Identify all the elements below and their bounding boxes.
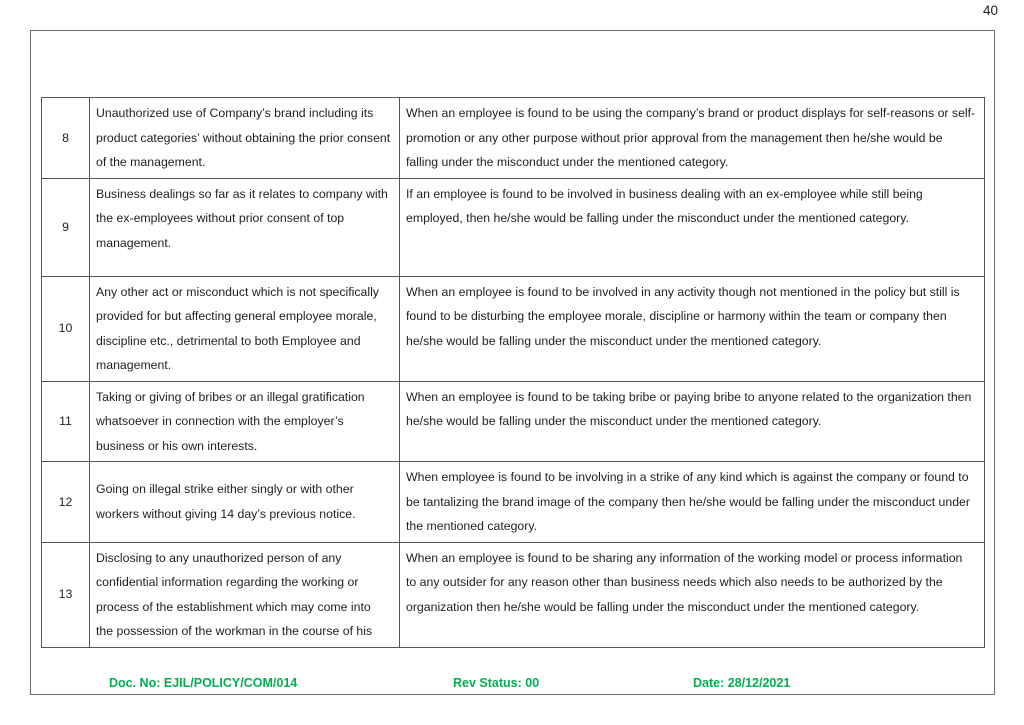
page-number: 40 <box>982 3 998 18</box>
document-footer <box>31 676 996 696</box>
explanation-cell: When an employee is found to be taking bribe or paying bribe to anyone related to the organization then he/she would be falling under the misconduct under the mentioned category. <box>400 381 985 462</box>
explanation-cell: When an employee is found to be sharing any information of the working model or process information to any outsider for any reason other than business needs which also needs to be authorized by the organization then he/she would be falling under the misconduct under the mentioned category. <box>400 542 985 647</box>
misconduct-cell: Taking or giving of bribes or an illegal gratification whatsoever in connection with the employer’s business or his own interests. <box>90 381 400 462</box>
explanation-cell: When an employee is found to be using the company’s brand or product displays for self-reasons or self-promotion or any other purpose without prior approval from the management then he/she would be falling under the misconduct under the mentioned category. <box>400 98 985 179</box>
explanation-cell: If an employee is found to be involved in business dealing with an ex-employee while still being employed, then he/she would be falling under the misconduct under the mentioned category. <box>400 178 985 276</box>
table-row <box>42 98 985 179</box>
table-row <box>42 381 985 462</box>
footer-rev-status: Rev Status: 00 <box>453 676 540 690</box>
row-number-cell: 8 <box>42 98 90 179</box>
misconduct-cell: Business dealings so far as it relates to company with the ex-employees without prior consent of top management. <box>90 178 400 276</box>
table-row <box>42 178 985 276</box>
row-number-cell: 13 <box>42 542 90 647</box>
row-number-cell: 9 <box>42 178 90 276</box>
row-number-cell: 12 <box>42 462 90 543</box>
misconduct-cell: Going on illegal strike either singly or with other workers without giving 14 day’s previous notice. <box>90 462 400 543</box>
misconduct-cell: Disclosing to any unauthorized person of any confidential information regarding the working or process of the establishment which may come into the possession of the workman in the course of his <box>90 542 400 647</box>
table-row <box>42 276 985 381</box>
misconduct-cell: Any other act or misconduct which is not specifically provided for but affecting general employee morale, discipline etc., detrimental to both Employee and management. <box>90 276 400 381</box>
explanation-cell: When employee is found to be involving in a strike of any kind which is against the company or found to be tantalizing the brand image of the company then he/she would be falling under the misconduct under the mentioned category. <box>400 462 985 543</box>
row-number-cell: 10 <box>42 276 90 381</box>
footer-date: Date: 28/12/2021 <box>693 676 791 690</box>
misconduct-table <box>41 97 985 648</box>
table-row <box>42 542 985 647</box>
row-number-cell: 11 <box>42 381 90 462</box>
footer-doc-no: Doc. No: EJIL/POLICY/COM/014 <box>109 676 298 690</box>
document-page <box>30 30 995 695</box>
explanation-cell: When an employee is found to be involved in any activity though not mentioned in the policy but still is found to be disturbing the employee morale, discipline or harmony within the team or company then he/she would be falling under the misconduct under the mentioned category. <box>400 276 985 381</box>
table-row <box>42 462 985 543</box>
misconduct-cell: Unauthorized use of Company’s brand including its product categories’ without obtaining the prior consent of the management. <box>90 98 400 179</box>
